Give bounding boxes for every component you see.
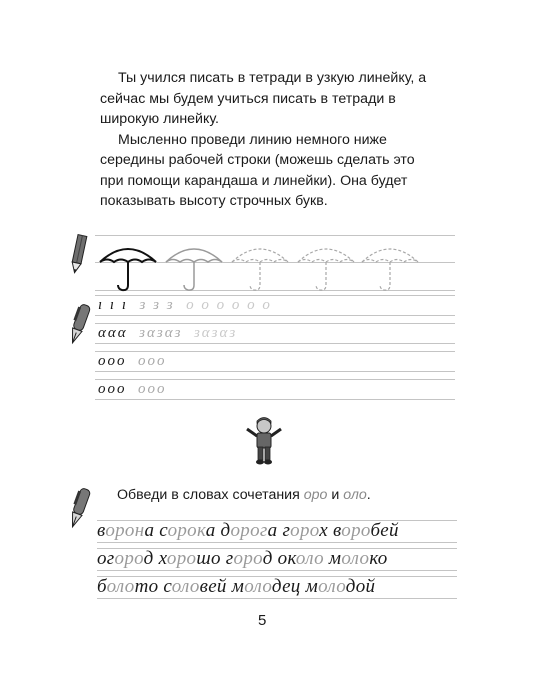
word-tracing-lines xyxy=(97,510,457,610)
pen-icon xyxy=(64,487,94,531)
combo-oro: оро xyxy=(303,487,328,503)
writing-row: ooo ooo xyxy=(98,353,167,369)
pen-icon xyxy=(64,303,94,347)
task-instruction: Обведи в словах сочетания оро и оло. xyxy=(117,487,371,503)
intro-text xyxy=(100,68,440,212)
writing-row: ααα ɜαɜαɜ ɜαɜαɜ xyxy=(98,325,238,341)
intro-paragraph-1: Ты учился писать в тетради в узкую линейку, а сейчас мы будем учиться писать в тетради в широкую линейку. xyxy=(100,70,427,127)
boy-icon xyxy=(243,417,285,467)
page-number: 5 xyxy=(258,612,267,629)
pencil-icon xyxy=(66,233,90,275)
writing-row: ı ı ı ɜ ɜ ɜ o o o o o o xyxy=(98,297,272,313)
umbrella-icon xyxy=(98,242,438,292)
word-line: огород хорошо город около молоко xyxy=(97,548,388,569)
intro-paragraph-2: Мысленно проведи линию немного ниже середины рабочей строки (можешь сделать это при помощи карандаша и линейки). Она будет показывать высоту строчных букв. xyxy=(100,131,415,209)
letter-tracing-lines xyxy=(95,293,455,403)
writing-row: ooo ooo xyxy=(98,381,167,397)
combo-olo: оло xyxy=(343,487,367,503)
word-line: ворона сорока дорога горох воробей xyxy=(97,520,399,541)
word-line: болото соловей молодец молодой xyxy=(97,576,376,597)
